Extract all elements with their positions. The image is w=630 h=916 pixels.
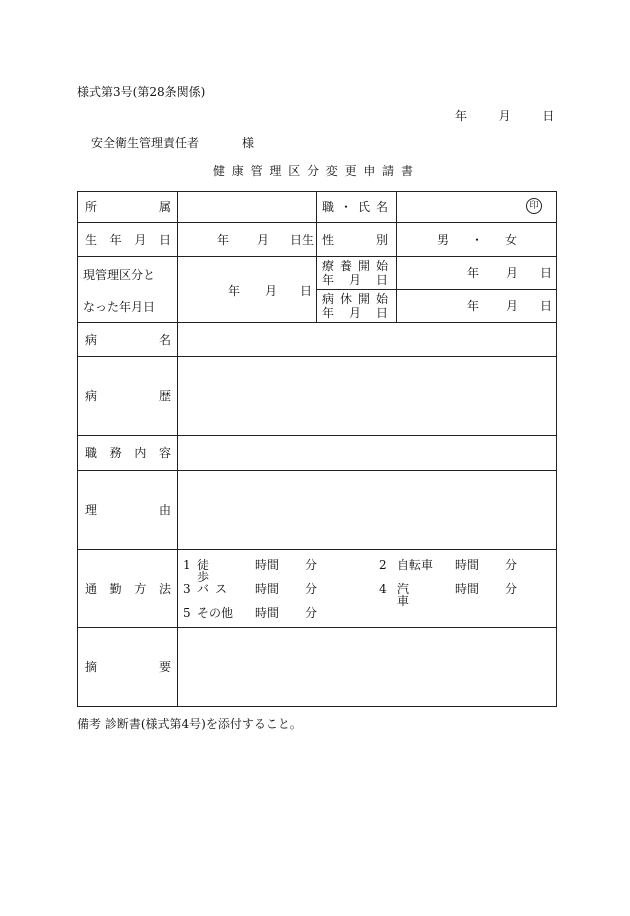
treatment-start-ymd: 年 月 日 bbox=[322, 273, 388, 287]
duties-label: 職 務 内 容 bbox=[85, 446, 171, 460]
leave-start-label: 病 休 開 始 bbox=[322, 292, 388, 306]
leave-year-unit: 年 bbox=[467, 299, 480, 313]
treatment-day-unit: 日 bbox=[540, 266, 553, 280]
commute-option-num: 1 bbox=[183, 558, 191, 572]
commute-option-name: 汽車 bbox=[397, 582, 420, 608]
birth-date-field[interactable] bbox=[178, 223, 317, 257]
commute-option-bicycle[interactable] bbox=[379, 559, 517, 571]
commute-minutes-unit: 分 bbox=[505, 582, 518, 596]
commute-minutes-unit: 分 bbox=[305, 606, 318, 620]
application-form-table bbox=[77, 191, 557, 707]
submission-date bbox=[455, 110, 554, 122]
title-char: 管 bbox=[250, 164, 263, 178]
disease-name-label: 病 名 bbox=[85, 332, 171, 347]
current-class-date-field[interactable] bbox=[178, 257, 317, 323]
commute-field[interactable] bbox=[178, 550, 557, 628]
summary-field[interactable] bbox=[178, 628, 557, 707]
commute-minutes-unit: 分 bbox=[505, 558, 518, 572]
commute-option-bus[interactable] bbox=[183, 583, 317, 595]
date-day: 日 bbox=[542, 109, 555, 123]
affiliation-field[interactable] bbox=[178, 192, 317, 223]
reason-label-cell bbox=[78, 471, 178, 550]
birth-year-unit: 年 bbox=[217, 233, 230, 247]
position-name-label: 職 ・ 氏 名 bbox=[322, 200, 388, 214]
footnote: 備考 診断書(様式第4号)を添付すること。 bbox=[77, 717, 302, 731]
row-commute bbox=[78, 550, 557, 628]
sex-male-option[interactable]: 男 bbox=[437, 233, 450, 247]
row-affiliation bbox=[78, 192, 557, 223]
summary-label: 摘 要 bbox=[85, 660, 171, 674]
title-char: 康 bbox=[231, 164, 244, 178]
title-char: 申 bbox=[363, 164, 376, 178]
row-summary bbox=[78, 628, 557, 707]
title-char: 書 bbox=[400, 164, 413, 178]
current-class-label-line1: 現管理区分と bbox=[83, 268, 156, 282]
sex-label-cell bbox=[317, 223, 397, 257]
current-class-label-line2: なった年月日 bbox=[83, 300, 156, 314]
disease-name-label-cell bbox=[78, 323, 178, 357]
duties-field[interactable] bbox=[178, 436, 557, 471]
summary-label-cell bbox=[78, 628, 178, 707]
commute-option-num: 5 bbox=[183, 606, 191, 620]
commute-label: 通 勤 方 法 bbox=[85, 581, 171, 596]
seal-mark: 印 bbox=[526, 198, 542, 214]
title-char: 健 bbox=[213, 164, 226, 178]
commute-hours-unit: 時間 bbox=[455, 558, 480, 572]
affiliation-label-cell bbox=[78, 192, 178, 223]
sex-separator: ・ bbox=[471, 233, 484, 247]
commute-option-name: その他 bbox=[197, 606, 234, 620]
row-birth bbox=[78, 223, 557, 257]
medical-history-label: 病 歴 bbox=[85, 389, 171, 403]
addressee-honorific: 様 bbox=[242, 136, 255, 150]
commute-option-name: 徒歩 bbox=[197, 558, 219, 584]
commute-label-cell bbox=[78, 550, 178, 628]
treatment-year-unit: 年 bbox=[467, 266, 480, 280]
row-reason bbox=[78, 471, 557, 550]
commute-hours-unit: 時間 bbox=[255, 558, 280, 572]
title-char: 分 bbox=[306, 164, 319, 178]
title-char: 請 bbox=[382, 164, 395, 178]
commute-option-train[interactable] bbox=[379, 583, 517, 607]
commute-hours-unit: 時間 bbox=[255, 606, 280, 620]
title-char: 更 bbox=[344, 164, 357, 178]
current-class-label-cell bbox=[78, 257, 178, 323]
commute-minutes-unit: 分 bbox=[305, 558, 318, 572]
leave-day-unit: 日 bbox=[540, 299, 553, 313]
medical-history-label-cell bbox=[78, 357, 178, 436]
commute-minutes-unit: 分 bbox=[305, 582, 318, 596]
sex-female-option[interactable]: 女 bbox=[505, 233, 518, 247]
leave-start-label-cell bbox=[317, 290, 397, 323]
position-name-label-cell bbox=[317, 192, 397, 223]
current-class-year-unit: 年 bbox=[228, 284, 241, 298]
birth-day-unit: 日生 bbox=[290, 233, 315, 247]
reason-field[interactable] bbox=[178, 471, 557, 550]
commute-option-num: 2 bbox=[379, 558, 387, 572]
date-month: 月 bbox=[498, 109, 511, 123]
document-title bbox=[213, 165, 413, 177]
addressee-name: 安全衛生管理責任者 bbox=[91, 136, 200, 150]
commute-option-other[interactable] bbox=[183, 607, 317, 619]
current-class-day-unit: 日 bbox=[300, 284, 313, 298]
treatment-start-label-cell bbox=[317, 257, 397, 290]
commute-option-num: 3 bbox=[183, 582, 191, 596]
row-medical-history bbox=[78, 357, 557, 436]
leave-start-ymd: 年 月 日 bbox=[322, 306, 388, 320]
commute-option-name: バス bbox=[197, 582, 234, 596]
commute-hours-unit: 時間 bbox=[455, 582, 480, 596]
affiliation-label: 所 属 bbox=[85, 200, 171, 214]
birth-label: 生 年 月 日 bbox=[85, 232, 171, 247]
duties-label-cell bbox=[78, 436, 178, 471]
commute-option-name: 自転車 bbox=[397, 558, 434, 572]
title-char: 変 bbox=[325, 164, 338, 178]
treatment-start-label: 療 養 開 始 bbox=[322, 259, 388, 273]
disease-name-field[interactable] bbox=[178, 323, 557, 357]
row-duties bbox=[78, 436, 557, 471]
treatment-month-unit: 月 bbox=[506, 266, 519, 280]
commute-option-num: 4 bbox=[379, 582, 387, 596]
leave-start-date-field[interactable] bbox=[397, 290, 557, 323]
birth-label-cell bbox=[78, 223, 178, 257]
date-year: 年 bbox=[455, 109, 468, 123]
treatment-start-date-field[interactable] bbox=[397, 257, 557, 290]
row-disease-name bbox=[78, 323, 557, 357]
title-char: 区 bbox=[288, 164, 301, 178]
row-current-class bbox=[78, 257, 557, 290]
sex-label: 性 別 bbox=[322, 232, 388, 247]
commute-option-walk[interactable] bbox=[183, 559, 317, 583]
title-char: 理 bbox=[269, 164, 282, 178]
leave-month-unit: 月 bbox=[506, 299, 519, 313]
medical-history-field[interactable] bbox=[178, 357, 557, 436]
reason-label: 理 由 bbox=[85, 503, 171, 517]
current-class-month-unit: 月 bbox=[265, 284, 278, 298]
sex-field[interactable] bbox=[397, 223, 557, 257]
form-number: 様式第3号(第28条関係) bbox=[77, 85, 206, 99]
position-name-field[interactable] bbox=[397, 192, 557, 223]
commute-hours-unit: 時間 bbox=[255, 582, 280, 596]
birth-month-unit: 月 bbox=[257, 233, 270, 247]
